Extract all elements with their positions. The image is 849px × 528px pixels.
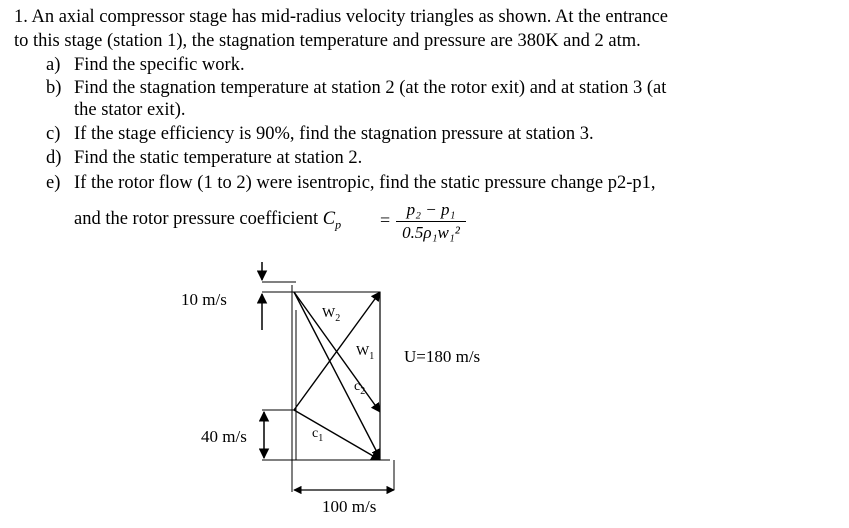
part-label: e) <box>46 173 61 193</box>
part-b-continued: the stator exit). <box>74 100 186 120</box>
cp-line-text: and the rotor pressure coefficient <box>74 209 319 229</box>
cp-equals: = <box>380 210 391 230</box>
part-label: a) <box>46 55 61 75</box>
part-text: Find the stagnation temperature at station 2 (at the rotor exit) and at station 3 (at <box>74 78 667 98</box>
cp-symbol: C <box>322 209 336 229</box>
formula-numerator: p₂ − p₁ <box>396 200 466 222</box>
part-label: d) <box>46 148 62 168</box>
part-text: If the rotor flow (1 to 2) were isentropic, find the static pressure change p2-p1, <box>74 173 656 193</box>
label-c1: $c_1$ <box>312 426 324 444</box>
part-label: c) <box>46 124 61 144</box>
part-text: Find the static temperature at station 2. <box>74 148 363 168</box>
part-text: If the stage efficiency is 90%, find the stagnation pressure at station 3. <box>74 124 594 144</box>
label-100-ms: 100 m/s <box>322 497 377 516</box>
problem-intro-line-2: to this stage (station 1), the stagnation temperature and pressure are 380K and 2 atm. <box>14 31 641 51</box>
cp-subscript: p <box>335 217 342 232</box>
label-w2: $W_2$ <box>322 306 341 324</box>
label-w1: $W_1$ <box>356 344 375 362</box>
label-10-ms: 10 m/s <box>181 290 227 309</box>
c1-vector <box>294 410 380 460</box>
formula-denominator: 0.5ρ₁w₁² <box>402 223 460 242</box>
label-blade-speed: U=180 m/s <box>404 347 481 366</box>
part-label: b) <box>46 78 62 98</box>
label-40-ms: 40 m/s <box>201 427 247 446</box>
label-c2: $c_2$ <box>354 379 366 397</box>
problem-intro-line-1: 1. An axial compressor stage has mid-radius velocity triangles as shown. At the entrance <box>14 7 669 27</box>
part-text: Find the specific work. <box>74 55 245 75</box>
